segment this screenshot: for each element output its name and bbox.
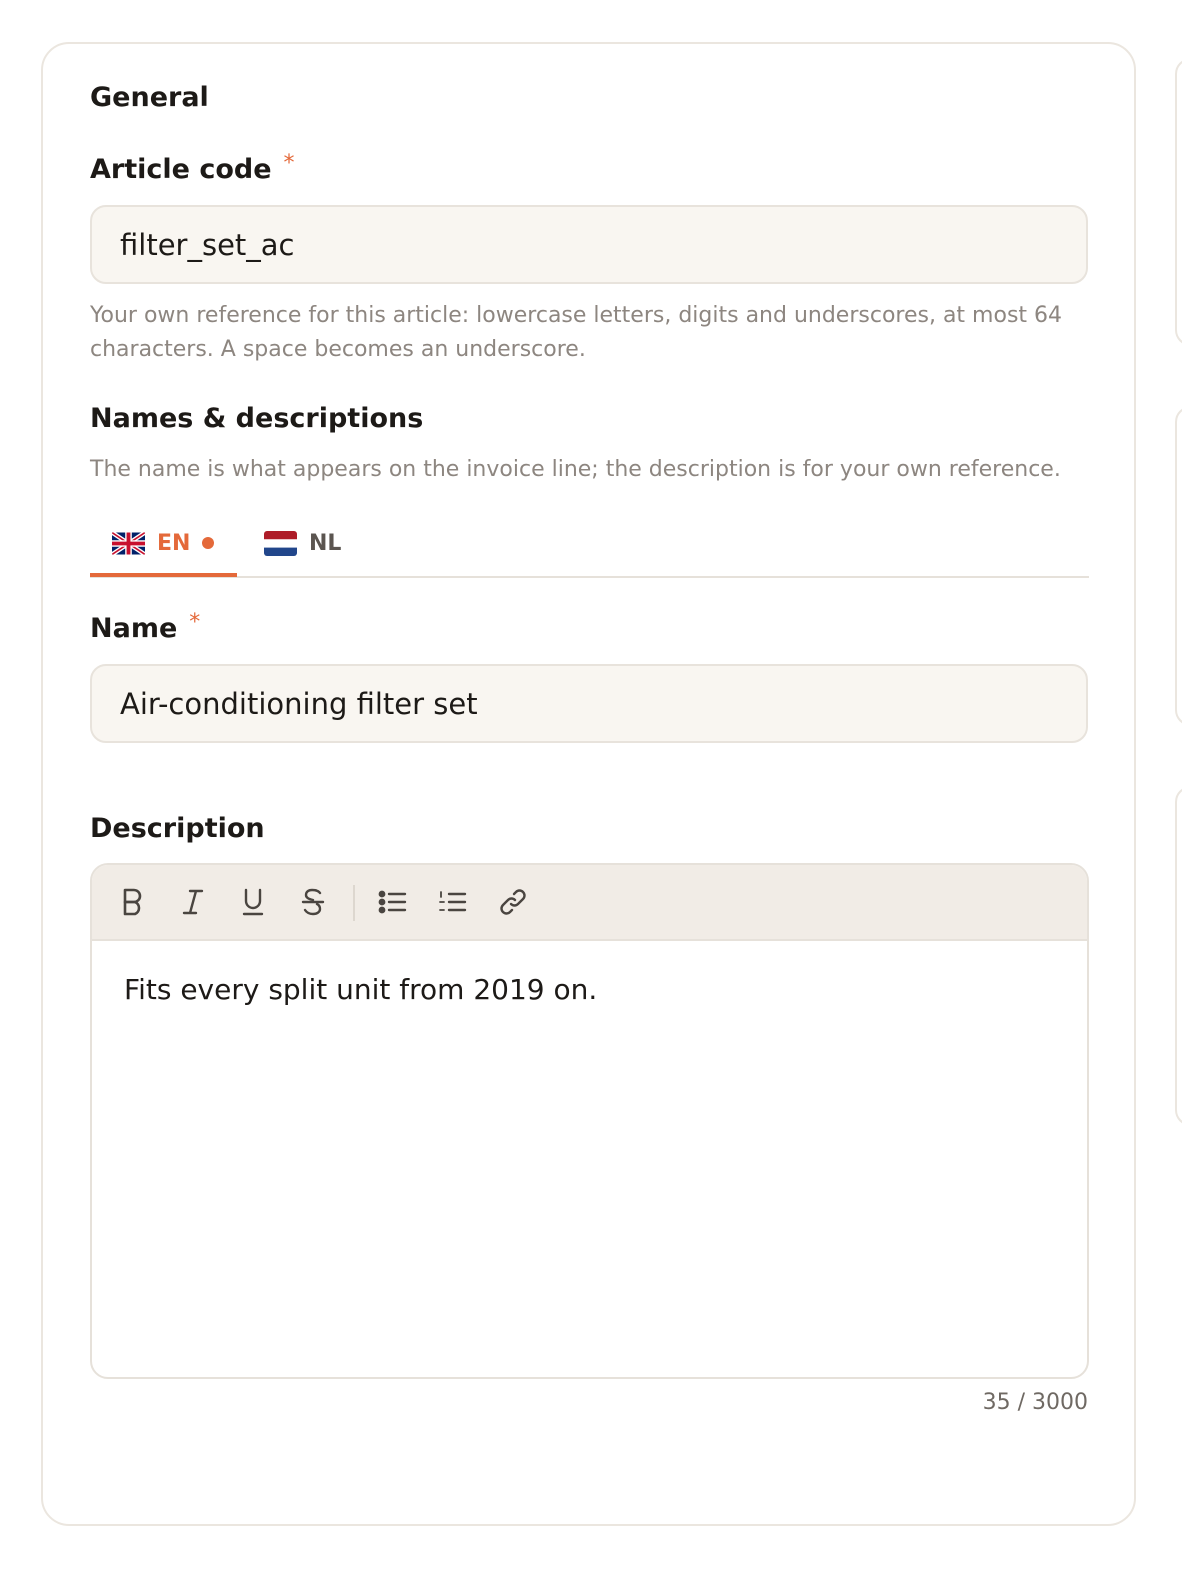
- names-descriptions-helper: The name is what appears on the invoice line; the description is for your own reference.: [90, 457, 1061, 482]
- underline-icon[interactable]: [233, 882, 273, 922]
- nl-flag-icon: [264, 531, 297, 556]
- character-counter: 35 / 3000: [982, 1390, 1088, 1415]
- bold-icon[interactable]: [113, 882, 153, 922]
- description-text-area[interactable]: Fits every split unit from 2019 on.: [124, 973, 598, 1006]
- article-code-helper: Your own reference for this article: lowercase letters, digits and underscores, at most 64 characters. A space becomes an underscore.: [90, 303, 1063, 362]
- language-tabs: [90, 510, 1089, 578]
- active-tab-underline: [90, 573, 237, 577]
- description-label: Description: [90, 813, 265, 844]
- side-card: [1175, 786, 1182, 1126]
- side-card: [1175, 406, 1182, 726]
- description-editor: [90, 863, 1089, 1379]
- required-marker: *: [189, 610, 201, 635]
- active-indicator-dot: [202, 537, 214, 549]
- numbered-list-icon[interactable]: [433, 882, 473, 922]
- name-input[interactable]: [90, 664, 1088, 743]
- required-marker: *: [283, 151, 295, 176]
- side-card: [1175, 58, 1182, 346]
- article-code-input[interactable]: [90, 205, 1088, 284]
- toolbar-separator: [353, 885, 355, 921]
- uk-flag-icon: [112, 531, 145, 556]
- names-descriptions-title: Names & descriptions: [90, 403, 424, 434]
- article-code-label: Article code *: [90, 151, 295, 185]
- tab-nl[interactable]: NL: [264, 510, 341, 576]
- link-icon[interactable]: [493, 882, 533, 922]
- italic-icon[interactable]: [173, 882, 213, 922]
- strikethrough-icon[interactable]: [293, 882, 333, 922]
- section-title: General: [90, 82, 209, 113]
- tab-en[interactable]: EN: [112, 510, 214, 576]
- bullet-list-icon[interactable]: [373, 882, 413, 922]
- name-label: Name *: [90, 610, 201, 644]
- editor-toolbar: [92, 865, 1087, 941]
